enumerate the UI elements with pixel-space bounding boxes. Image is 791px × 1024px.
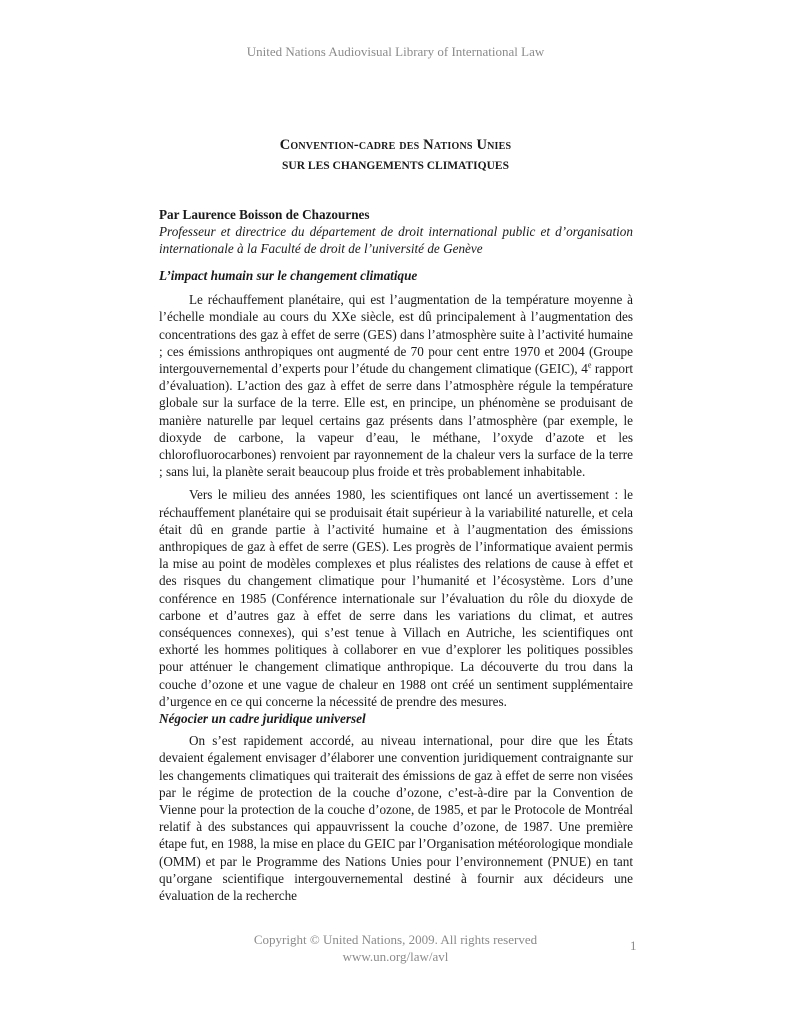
section-heading: Négocier un cadre juridique universel <box>159 711 366 726</box>
paragraph-text: rapport d’évaluation). L’action des gaz à effet de serre dans l’atmosphère régule la température globale sur la surface de la terre. Elle est, en principe, un phénomène se produisant de manière naturelle par lequel certains gaz présents dans l’atmosphère (par exemple, le dioxyde de carbone, la vapeur d’eau, le méthane, l’oxyde d’azote et les chlorofluorocarbones) renvoient par rayonnement de la chaleur vers la surface de la terre ; sans lui, la planète serait beaucoup plus froide et très probablement inhabitable. <box>159 361 633 480</box>
author-affiliation: Professeur et directrice du département de droit international public et d’organisation internationale à la Faculté de droit de l’université de Genève <box>159 224 633 256</box>
section-negotiation <box>159 710 633 904</box>
paragraph <box>159 291 633 480</box>
document-title: Convention-cadre des Nations Unies <box>279 137 512 153</box>
author-name: Par Laurence Boisson de Chazournes <box>159 207 370 222</box>
footer-url: www.un.org/law/avl <box>342 949 449 964</box>
paragraph-text: Le réchauffement planétaire, qui est l’augmentation de la température moyenne à l’échelle mondiale au cours du XXe siècle, est dû principalement à l’augmentation des concentrations des gaz à effet de serre (GES) dans l’atmosphère suite à l’activité humaine ; ces émissions anthropiques ont augmenté de 70 pour cent entre 1970 et 2004 (Groupe intergouvernemental d’experts pour l’étude du changement climatique (GEIC), 4 <box>159 292 633 377</box>
page-number: 1 <box>630 938 637 953</box>
copyright-notice: Copyright © United Nations, 2009. All rights reserved <box>253 932 538 947</box>
paragraph: Vers le milieu des années 1980, les scientifiques ont lancé un avertissement : le réchauffement planétaire qui se produisait était supérieur à la variabilité naturelle, et cela était dû en grande partie à l’activité humaine et à l’augmentation des émissions anthropiques de gaz à effet de serre (GES). Les progrès de l’informatique avaient permis la mise au point de modèles complexes et plus réalistes des relations de cause à effet et des risques du changement climatique pour l’humanité et l’écosystème. Lors d’une conférence en 1985 (Conférence internationale sur l’évaluation du rôle du dioxyde de carbone et d’autres gaz à effet de serre dans les variations du climat, et autres conséquences connexes), qui s’est tenue à Villach en Autriche, les scientifiques ont exhorté les hommes politiques à collaborer en vue d’explorer les politiques possibles pour atténuer le changement climatique anthropique. La découverte du trou dans la couche d’ozone et une vague de chaleur en 1988 ont créé un sentiment supplémentaire d’urgence en ce qui concerne la nécessité de prendre des mesures. <box>159 487 633 709</box>
superscript: e <box>587 360 592 370</box>
section-impact <box>159 267 633 710</box>
footer <box>0 931 791 965</box>
document-subtitle: SUR LES CHANGEMENTS CLIMATIQUES <box>282 160 509 172</box>
library-header: United Nations Audiovisual Library of International Law <box>246 44 545 59</box>
paragraph: On s’est rapidement accordé, au niveau international, pour dire que les États devaient également envisager d’élaborer une convention juridiquement contraignante sur les changements climatiques qui traiterait des émissions de gaz à effet de serre non visées par le régime de protection de la couche d’ozone, c’est-à-dire par la Convention de Vienne pour la protection de la couche d’ozone, de 1985, et par le Protocole de Montréal relatif à des substances qui appauvrissent la couche d’ozone, de 1987. Une première étape fut, en 1988, la mise en place du GEIC par l’Organisation météorologique mondiale (OMM) et par le Programme des Nations Unies pour l’environnement (PNUE) en tant qu’organe scientifique intergouvernemental destiné à fournir aux décideurs une évaluation de la recherche <box>159 733 633 904</box>
author-block <box>159 206 633 257</box>
section-heading: L’impact humain sur le changement climatique <box>159 268 418 283</box>
